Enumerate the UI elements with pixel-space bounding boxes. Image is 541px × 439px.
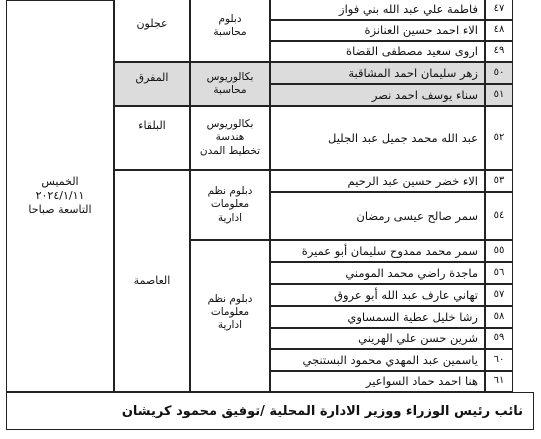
name-cell: سمر صالح عيسى رمضان [270, 192, 485, 240]
row-number-cell: ٥٥ [485, 240, 513, 262]
signature-footer: نائب رئيس الوزراء ووزير الادارة المحلية /توفيق محمود كريشان [6, 392, 534, 430]
name-cell: الاء خضر حسين عبد الرحيم [270, 170, 485, 192]
name-cell: اروى سعيد مصطفى القضاة [270, 41, 485, 62]
degree-cell: بكالوريوس محاسبة [190, 62, 270, 106]
row-number-cell: ٥١ [485, 84, 513, 106]
degree-cell: دبلوم نظم معلومات ادارية [190, 170, 270, 240]
governorate-cell: العاصمة [114, 170, 190, 392]
name-cell: تهاني عارف عبد الله أبو عروق [270, 284, 485, 306]
name-cell: سمر محمد ممدوح سليمان أبو عميرة [270, 240, 485, 262]
row-number-cell: ٤٨ [485, 20, 513, 41]
row-number-cell: ٥٠ [485, 62, 513, 84]
row-number-cell: ٦١ [485, 371, 513, 392]
name-cell: ياسمين عبد المهدي محمود البستنجي [270, 349, 485, 371]
degree-cell: دبلوم محاسبة [190, 0, 270, 62]
row-number-cell: ٥٣ [485, 170, 513, 192]
name-cell: عبد الله محمد جميل عبد الجليل [270, 106, 485, 170]
name-cell: فاطمة علي عبد الله بني فواز [270, 0, 485, 20]
row-number-cell: ٤٧ [485, 0, 513, 20]
name-cell: الاء احمد حسين العنانزة [270, 20, 485, 41]
name-cell: شرين حسن علي الهريني [270, 328, 485, 349]
row-number-cell: ٥٧ [485, 284, 513, 306]
name-cell: ماجدة راضي محمد المومني [270, 262, 485, 284]
row-number-cell: ٥٢ [485, 106, 513, 170]
governorate-cell: عجلون [114, 0, 190, 62]
degree-cell: دبلوم نظم معلومات ادارية [190, 240, 270, 392]
row-number-cell: ٦٠ [485, 349, 513, 371]
row-number-cell: ٥٨ [485, 306, 513, 328]
row-number-cell: ٥٤ [485, 192, 513, 240]
row-number-cell: ٥٦ [485, 262, 513, 284]
name-cell: رشا خليل عطية السمساوي [270, 306, 485, 328]
date-time-cell: الخميس ٢٠٢٤/١/١١ التاسعة صباحا [6, 0, 114, 392]
name-cell: زهر سليمان احمد المشاقبة [270, 62, 485, 84]
row-number-cell: ٥٩ [485, 328, 513, 349]
governorate-cell: المفرق [114, 62, 190, 106]
degree-cell: بكالوريوس هندسة تخطيط المدن [190, 106, 270, 170]
name-cell: سناء يوسف احمد نصر [270, 84, 485, 106]
name-cell: هنا احمد حماد السواعير [270, 371, 485, 392]
row-number-cell: ٤٩ [485, 41, 513, 62]
governorate-cell: البلقاء [114, 106, 190, 170]
